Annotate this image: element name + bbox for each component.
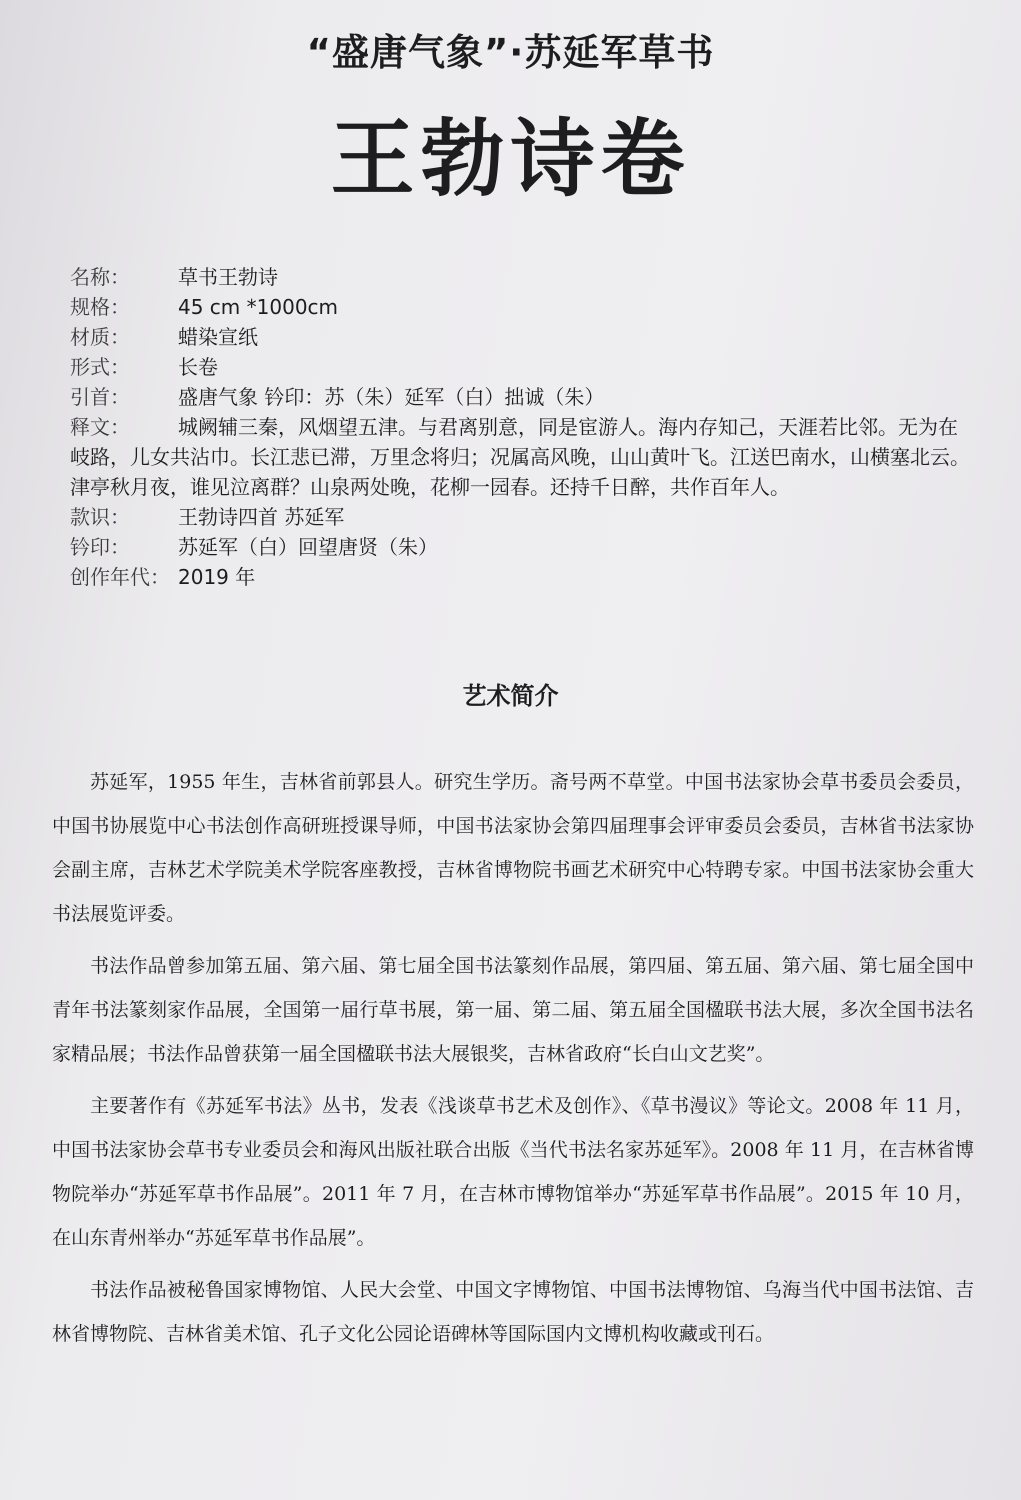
artwork-info [70,262,970,592]
document-subtitle: “盛唐气象”·苏延军草书 [306,31,715,74]
info-row-seal-head [70,382,970,412]
info-row-year [70,562,970,592]
info-label: 形式： [70,355,130,379]
poem-text: 城阙辅三秦，风烟望五津。与君离别意，同是宦游人。海内存知己，天涯若比邻。无为在岐路，儿女共沾巾。长江悲已滞，万里念将归；况属高风晚，山山黄叶飞。江送巴南水，山横塞北云。津亭秋月夜，谁见泣离群？山泉两处晚，花柳一园春。还持千日醉，共作百年人。 [70,415,970,499]
info-value: 45 cm *1000cm [178,295,339,319]
info-value: 长卷 [178,355,218,379]
info-row-size [70,292,970,322]
info-label: 款识： [70,505,130,529]
info-value: 苏延军（白）回望唐贤（朱） [178,535,438,559]
info-label: 钤印： [70,535,130,559]
info-label: 引首： [70,385,130,409]
info-row-text [70,412,970,502]
info-value: 蜡染宣纸 [178,325,258,349]
section-title: 艺术简介 [462,682,559,710]
info-label: 名称： [70,265,130,289]
info-row-seal [70,532,970,562]
bio-paragraph: 主要著作有《苏延军书法》丛书，发表《浅谈草书艺术及创作》、《草书漫议》等论文。2008 年 11 月，中国书法家协会草书专业委员会和海风出版社联合出版《当代书法名家苏延军》。2008 年 11 月，在吉林省博物院举办“苏延军草书作品展”。2011 年 7 月，在吉林市博物馆举办“苏延军草书作品展”。2015 年 10 月，在山东青州举办“苏延军草书作品展”。 [52,1095,974,1249]
bio-paragraph: 苏延军，1955 年生，吉林省前郭县人。研究生学历。斋号两不草堂。中国书法家协会草书委员会委员，中国书协展览中心书法创作高研班授课导师，中国书法家协会第四届理事会评审委员会委员，吉林省书法家协会副主席，吉林艺术学院美术学院客座教授，吉林省博物院书画艺术研究中心特聘专家。中国书法家协会重大书法展览评委。 [52,771,974,925]
info-value: 草书王勃诗 [178,265,278,289]
info-value: 王勃诗四首 苏延军 [178,505,345,529]
info-row-format [70,352,970,382]
document-title: 王勃诗卷 [330,110,691,208]
info-row-inscription [70,502,970,532]
artist-biography [52,760,974,1364]
info-row-name [70,262,970,292]
bio-paragraph: 书法作品曾参加第五届、第六届、第七届全国书法篆刻作品展，第四届、第五届、第六届、第七届全国中青年书法篆刻家作品展，全国第一届行草书展，第一届、第二届、第五届全国楹联书法大展，多次全国书法名家精品展；书法作品曾获第一届全国楹联书法大展银奖，吉林省政府“长白山文艺奖”。 [52,955,974,1065]
info-label: 材质： [70,325,130,349]
info-label: 创作年代： [70,565,170,589]
info-value: 2019 年 [178,565,256,589]
info-value: 盛唐气象 钤印：苏（朱）延军（白）拙诚（朱） [178,385,605,409]
info-label: 释文： [70,415,130,439]
bio-paragraph: 书法作品被秘鲁国家博物馆、人民大会堂、中国文字博物馆、中国书法博物馆、乌海当代中国书法馆、吉林省博物院、吉林省美术馆、孔子文化公园论语碑林等国际国内文博机构收藏或刊石。 [52,1279,974,1345]
info-row-material [70,322,970,352]
info-label: 规格： [70,295,130,319]
